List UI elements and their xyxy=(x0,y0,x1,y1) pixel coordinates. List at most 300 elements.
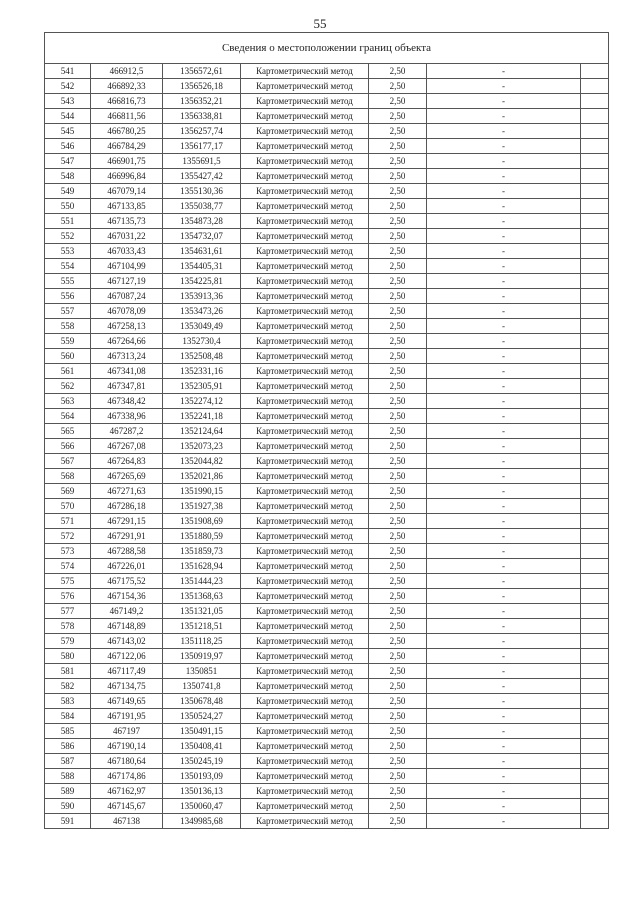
y-coordinate-cell: 1354405,31 xyxy=(163,259,241,274)
empty-cell xyxy=(581,469,609,484)
point-number-cell: 571 xyxy=(45,514,91,529)
method-cell: Картометрический метод xyxy=(241,364,369,379)
y-coordinate-cell: 1351118,25 xyxy=(163,634,241,649)
empty-cell xyxy=(581,424,609,439)
point-number-cell: 541 xyxy=(45,64,91,79)
error-cell: 2,50 xyxy=(369,544,427,559)
error-cell: 2,50 xyxy=(369,589,427,604)
x-coordinate-cell: 466784,29 xyxy=(91,139,163,154)
table-row xyxy=(45,664,609,679)
method-cell: Картометрический метод xyxy=(241,304,369,319)
error-cell: 2,50 xyxy=(369,259,427,274)
point-number-cell: 557 xyxy=(45,304,91,319)
table-row xyxy=(45,799,609,814)
method-cell: Картометрический метод xyxy=(241,634,369,649)
point-number-cell: 546 xyxy=(45,139,91,154)
table-row xyxy=(45,154,609,169)
method-cell: Картометрический метод xyxy=(241,709,369,724)
table-row xyxy=(45,724,609,739)
table-row xyxy=(45,514,609,529)
table-row xyxy=(45,589,609,604)
method-cell: Картометрический метод xyxy=(241,559,369,574)
point-number-cell: 555 xyxy=(45,274,91,289)
table-row xyxy=(45,529,609,544)
x-coordinate-cell: 467087,24 xyxy=(91,289,163,304)
table-row xyxy=(45,124,609,139)
note-cell: - xyxy=(427,244,581,259)
x-coordinate-cell: 467154,36 xyxy=(91,589,163,604)
error-cell: 2,50 xyxy=(369,709,427,724)
error-cell: 2,50 xyxy=(369,619,427,634)
x-coordinate-cell: 467258,13 xyxy=(91,319,163,334)
y-coordinate-cell: 1352241,18 xyxy=(163,409,241,424)
y-coordinate-cell: 1351368,63 xyxy=(163,589,241,604)
x-coordinate-cell: 467148,89 xyxy=(91,619,163,634)
table-row xyxy=(45,754,609,769)
method-cell: Картометрический метод xyxy=(241,229,369,244)
point-number-cell: 566 xyxy=(45,439,91,454)
error-cell: 2,50 xyxy=(369,724,427,739)
x-coordinate-cell: 466816,73 xyxy=(91,94,163,109)
note-cell: - xyxy=(427,619,581,634)
y-coordinate-cell: 1355038,77 xyxy=(163,199,241,214)
error-cell: 2,50 xyxy=(369,559,427,574)
table-row xyxy=(45,574,609,589)
point-number-cell: 583 xyxy=(45,694,91,709)
y-coordinate-cell: 1352044,82 xyxy=(163,454,241,469)
x-coordinate-cell: 467291,91 xyxy=(91,529,163,544)
method-cell: Картометрический метод xyxy=(241,694,369,709)
table-row xyxy=(45,634,609,649)
x-coordinate-cell: 467175,52 xyxy=(91,574,163,589)
x-coordinate-cell: 467122,06 xyxy=(91,649,163,664)
error-cell: 2,50 xyxy=(369,154,427,169)
point-number-cell: 582 xyxy=(45,679,91,694)
note-cell: - xyxy=(427,499,581,514)
table-row xyxy=(45,379,609,394)
error-cell: 2,50 xyxy=(369,634,427,649)
method-cell: Картометрический метод xyxy=(241,109,369,124)
table-row xyxy=(45,304,609,319)
empty-cell xyxy=(581,364,609,379)
empty-cell xyxy=(581,769,609,784)
point-number-cell: 563 xyxy=(45,394,91,409)
empty-cell xyxy=(581,514,609,529)
note-cell: - xyxy=(427,694,581,709)
empty-cell xyxy=(581,574,609,589)
error-cell: 2,50 xyxy=(369,79,427,94)
method-cell: Картометрический метод xyxy=(241,169,369,184)
x-coordinate-cell: 467033,43 xyxy=(91,244,163,259)
x-coordinate-cell: 467347,81 xyxy=(91,379,163,394)
error-cell: 2,50 xyxy=(369,289,427,304)
error-cell: 2,50 xyxy=(369,454,427,469)
method-cell: Картометрический метод xyxy=(241,334,369,349)
error-cell: 2,50 xyxy=(369,364,427,379)
table-row xyxy=(45,214,609,229)
empty-cell xyxy=(581,739,609,754)
y-coordinate-cell: 1354225,81 xyxy=(163,274,241,289)
x-coordinate-cell: 467174,86 xyxy=(91,769,163,784)
table-row xyxy=(45,94,609,109)
empty-cell xyxy=(581,214,609,229)
table-row xyxy=(45,454,609,469)
method-cell: Картометрический метод xyxy=(241,529,369,544)
point-number-cell: 549 xyxy=(45,184,91,199)
note-cell: - xyxy=(427,79,581,94)
boundary-coordinates-table xyxy=(44,32,609,829)
note-cell: - xyxy=(427,724,581,739)
y-coordinate-cell: 1350245,19 xyxy=(163,754,241,769)
x-coordinate-cell: 467162,97 xyxy=(91,784,163,799)
x-coordinate-cell: 466892,33 xyxy=(91,79,163,94)
empty-cell xyxy=(581,109,609,124)
error-cell: 2,50 xyxy=(369,229,427,244)
table-title: Сведения о местоположении границ объекта xyxy=(45,33,609,64)
error-cell: 2,50 xyxy=(369,784,427,799)
point-number-cell: 589 xyxy=(45,784,91,799)
x-coordinate-cell: 467197 xyxy=(91,724,163,739)
page-number: 55 xyxy=(313,16,327,31)
note-cell: - xyxy=(427,409,581,424)
note-cell: - xyxy=(427,454,581,469)
note-cell: - xyxy=(427,349,581,364)
note-cell: - xyxy=(427,379,581,394)
method-cell: Картометрический метод xyxy=(241,199,369,214)
method-cell: Картометрический метод xyxy=(241,589,369,604)
table-row xyxy=(45,739,609,754)
y-coordinate-cell: 1354873,28 xyxy=(163,214,241,229)
y-coordinate-cell: 1351990,15 xyxy=(163,484,241,499)
point-number-cell: 570 xyxy=(45,499,91,514)
error-cell: 2,50 xyxy=(369,109,427,124)
x-coordinate-cell: 467288,58 xyxy=(91,544,163,559)
note-cell: - xyxy=(427,139,581,154)
y-coordinate-cell: 1352274,12 xyxy=(163,394,241,409)
y-coordinate-cell: 1349985,68 xyxy=(163,814,241,829)
error-cell: 2,50 xyxy=(369,169,427,184)
y-coordinate-cell: 1356352,21 xyxy=(163,94,241,109)
empty-cell xyxy=(581,319,609,334)
error-cell: 2,50 xyxy=(369,814,427,829)
method-cell: Картометрический метод xyxy=(241,649,369,664)
y-coordinate-cell: 1352331,16 xyxy=(163,364,241,379)
method-cell: Картометрический метод xyxy=(241,544,369,559)
empty-cell xyxy=(581,94,609,109)
point-number-cell: 577 xyxy=(45,604,91,619)
error-cell: 2,50 xyxy=(369,514,427,529)
table-row xyxy=(45,604,609,619)
empty-cell xyxy=(581,559,609,574)
method-cell: Картометрический метод xyxy=(241,394,369,409)
point-number-cell: 558 xyxy=(45,319,91,334)
y-coordinate-cell: 1351321,05 xyxy=(163,604,241,619)
point-number-cell: 548 xyxy=(45,169,91,184)
empty-cell xyxy=(581,499,609,514)
x-coordinate-cell: 467078,09 xyxy=(91,304,163,319)
method-cell: Картометрический метод xyxy=(241,259,369,274)
x-coordinate-cell: 467135,73 xyxy=(91,214,163,229)
note-cell: - xyxy=(427,814,581,829)
note-cell: - xyxy=(427,289,581,304)
x-coordinate-cell: 467271,63 xyxy=(91,484,163,499)
method-cell: Картометрический метод xyxy=(241,349,369,364)
x-coordinate-cell: 467079,14 xyxy=(91,184,163,199)
point-number-cell: 562 xyxy=(45,379,91,394)
error-cell: 2,50 xyxy=(369,394,427,409)
note-cell: - xyxy=(427,364,581,379)
method-cell: Картометрический метод xyxy=(241,409,369,424)
empty-cell xyxy=(581,454,609,469)
y-coordinate-cell: 1353049,49 xyxy=(163,319,241,334)
x-coordinate-cell: 466996,84 xyxy=(91,169,163,184)
point-number-cell: 585 xyxy=(45,724,91,739)
x-coordinate-cell: 467313,24 xyxy=(91,349,163,364)
note-cell: - xyxy=(427,64,581,79)
x-coordinate-cell: 467134,75 xyxy=(91,679,163,694)
error-cell: 2,50 xyxy=(369,199,427,214)
table-row xyxy=(45,334,609,349)
empty-cell xyxy=(581,334,609,349)
note-cell: - xyxy=(427,154,581,169)
table-row xyxy=(45,169,609,184)
note-cell: - xyxy=(427,424,581,439)
method-cell: Картометрический метод xyxy=(241,784,369,799)
point-number-cell: 545 xyxy=(45,124,91,139)
error-cell: 2,50 xyxy=(369,439,427,454)
empty-cell xyxy=(581,814,609,829)
y-coordinate-cell: 1355427,42 xyxy=(163,169,241,184)
note-cell: - xyxy=(427,559,581,574)
error-cell: 2,50 xyxy=(369,664,427,679)
error-cell: 2,50 xyxy=(369,124,427,139)
x-coordinate-cell: 467133,85 xyxy=(91,199,163,214)
error-cell: 2,50 xyxy=(369,184,427,199)
empty-cell xyxy=(581,124,609,139)
empty-cell xyxy=(581,379,609,394)
method-cell: Картометрический метод xyxy=(241,769,369,784)
table-row xyxy=(45,244,609,259)
table-row xyxy=(45,619,609,634)
y-coordinate-cell: 1352124,64 xyxy=(163,424,241,439)
empty-cell xyxy=(581,394,609,409)
point-number-cell: 591 xyxy=(45,814,91,829)
y-coordinate-cell: 1351859,73 xyxy=(163,544,241,559)
error-cell: 2,50 xyxy=(369,94,427,109)
x-coordinate-cell: 466901,75 xyxy=(91,154,163,169)
y-coordinate-cell: 1352305,91 xyxy=(163,379,241,394)
method-cell: Картометрический метод xyxy=(241,289,369,304)
error-cell: 2,50 xyxy=(369,499,427,514)
method-cell: Картометрический метод xyxy=(241,319,369,334)
point-number-cell: 564 xyxy=(45,409,91,424)
method-cell: Картометрический метод xyxy=(241,679,369,694)
y-coordinate-cell: 1350408,41 xyxy=(163,739,241,754)
empty-cell xyxy=(581,259,609,274)
point-number-cell: 552 xyxy=(45,229,91,244)
point-number-cell: 573 xyxy=(45,544,91,559)
empty-cell xyxy=(581,79,609,94)
error-cell: 2,50 xyxy=(369,244,427,259)
method-cell: Картометрический метод xyxy=(241,274,369,289)
empty-cell xyxy=(581,439,609,454)
error-cell: 2,50 xyxy=(369,529,427,544)
point-number-cell: 556 xyxy=(45,289,91,304)
x-coordinate-cell: 467104,99 xyxy=(91,259,163,274)
method-cell: Картометрический метод xyxy=(241,454,369,469)
note-cell: - xyxy=(427,514,581,529)
note-cell: - xyxy=(427,649,581,664)
y-coordinate-cell: 1351880,59 xyxy=(163,529,241,544)
table-title-row xyxy=(45,33,609,64)
table-body xyxy=(45,64,609,829)
x-coordinate-cell: 467264,83 xyxy=(91,454,163,469)
y-coordinate-cell: 1350919,97 xyxy=(163,649,241,664)
note-cell: - xyxy=(427,124,581,139)
empty-cell xyxy=(581,274,609,289)
y-coordinate-cell: 1351908,69 xyxy=(163,514,241,529)
y-coordinate-cell: 1350524,27 xyxy=(163,709,241,724)
error-cell: 2,50 xyxy=(369,694,427,709)
error-cell: 2,50 xyxy=(369,799,427,814)
table-row xyxy=(45,814,609,829)
table-row xyxy=(45,139,609,154)
table-row xyxy=(45,784,609,799)
point-number-cell: 565 xyxy=(45,424,91,439)
point-number-cell: 543 xyxy=(45,94,91,109)
point-number-cell: 590 xyxy=(45,799,91,814)
method-cell: Картометрический метод xyxy=(241,214,369,229)
note-cell: - xyxy=(427,754,581,769)
table-row xyxy=(45,694,609,709)
empty-cell xyxy=(581,649,609,664)
y-coordinate-cell: 1351628,94 xyxy=(163,559,241,574)
y-coordinate-cell: 1355691,5 xyxy=(163,154,241,169)
empty-cell xyxy=(581,244,609,259)
method-cell: Картометрический метод xyxy=(241,664,369,679)
method-cell: Картометрический метод xyxy=(241,574,369,589)
table-row xyxy=(45,769,609,784)
table-row xyxy=(45,409,609,424)
note-cell: - xyxy=(427,274,581,289)
table-row xyxy=(45,349,609,364)
empty-cell xyxy=(581,169,609,184)
empty-cell xyxy=(581,619,609,634)
point-number-cell: 568 xyxy=(45,469,91,484)
method-cell: Картометрический метод xyxy=(241,139,369,154)
table-row xyxy=(45,424,609,439)
error-cell: 2,50 xyxy=(369,649,427,664)
error-cell: 2,50 xyxy=(369,379,427,394)
point-number-cell: 574 xyxy=(45,559,91,574)
empty-cell xyxy=(581,589,609,604)
method-cell: Картометрический метод xyxy=(241,439,369,454)
note-cell: - xyxy=(427,679,581,694)
y-coordinate-cell: 1351444,23 xyxy=(163,574,241,589)
y-coordinate-cell: 1350060,47 xyxy=(163,799,241,814)
note-cell: - xyxy=(427,589,581,604)
point-number-cell: 542 xyxy=(45,79,91,94)
point-number-cell: 572 xyxy=(45,529,91,544)
point-number-cell: 551 xyxy=(45,214,91,229)
table-row xyxy=(45,274,609,289)
x-coordinate-cell: 467348,42 xyxy=(91,394,163,409)
table-row xyxy=(45,319,609,334)
table-row xyxy=(45,484,609,499)
note-cell: - xyxy=(427,529,581,544)
method-cell: Картометрический метод xyxy=(241,814,369,829)
empty-cell xyxy=(581,289,609,304)
note-cell: - xyxy=(427,214,581,229)
empty-cell xyxy=(581,604,609,619)
error-cell: 2,50 xyxy=(369,139,427,154)
x-coordinate-cell: 467138 xyxy=(91,814,163,829)
note-cell: - xyxy=(427,739,581,754)
note-cell: - xyxy=(427,664,581,679)
empty-cell xyxy=(581,754,609,769)
note-cell: - xyxy=(427,799,581,814)
point-number-cell: 581 xyxy=(45,664,91,679)
empty-cell xyxy=(581,154,609,169)
table-row xyxy=(45,199,609,214)
x-coordinate-cell: 467127,19 xyxy=(91,274,163,289)
method-cell: Картометрический метод xyxy=(241,184,369,199)
x-coordinate-cell: 467143,02 xyxy=(91,634,163,649)
point-number-cell: 575 xyxy=(45,574,91,589)
method-cell: Картометрический метод xyxy=(241,499,369,514)
empty-cell xyxy=(581,229,609,244)
table-row xyxy=(45,679,609,694)
x-coordinate-cell: 467149,65 xyxy=(91,694,163,709)
table-row xyxy=(45,394,609,409)
point-number-cell: 550 xyxy=(45,199,91,214)
y-coordinate-cell: 1352021,86 xyxy=(163,469,241,484)
x-coordinate-cell: 467145,67 xyxy=(91,799,163,814)
error-cell: 2,50 xyxy=(369,409,427,424)
empty-cell xyxy=(581,724,609,739)
x-coordinate-cell: 467291,15 xyxy=(91,514,163,529)
table-row xyxy=(45,439,609,454)
point-number-cell: 587 xyxy=(45,754,91,769)
note-cell: - xyxy=(427,769,581,784)
note-cell: - xyxy=(427,439,581,454)
empty-cell xyxy=(581,349,609,364)
table-row xyxy=(45,709,609,724)
point-number-cell: 588 xyxy=(45,769,91,784)
note-cell: - xyxy=(427,784,581,799)
empty-cell xyxy=(581,409,609,424)
method-cell: Картометрический метод xyxy=(241,424,369,439)
y-coordinate-cell: 1350741,8 xyxy=(163,679,241,694)
table-row xyxy=(45,64,609,79)
method-cell: Картометрический метод xyxy=(241,604,369,619)
note-cell: - xyxy=(427,604,581,619)
note-cell: - xyxy=(427,469,581,484)
empty-cell xyxy=(581,139,609,154)
method-cell: Картометрический метод xyxy=(241,799,369,814)
method-cell: Картометрический метод xyxy=(241,754,369,769)
x-coordinate-cell: 467286,18 xyxy=(91,499,163,514)
y-coordinate-cell: 1354732,07 xyxy=(163,229,241,244)
empty-cell xyxy=(581,544,609,559)
method-cell: Картометрический метод xyxy=(241,79,369,94)
table-row xyxy=(45,469,609,484)
table-row xyxy=(45,79,609,94)
y-coordinate-cell: 1350136,13 xyxy=(163,784,241,799)
error-cell: 2,50 xyxy=(369,214,427,229)
table-row xyxy=(45,499,609,514)
empty-cell xyxy=(581,304,609,319)
